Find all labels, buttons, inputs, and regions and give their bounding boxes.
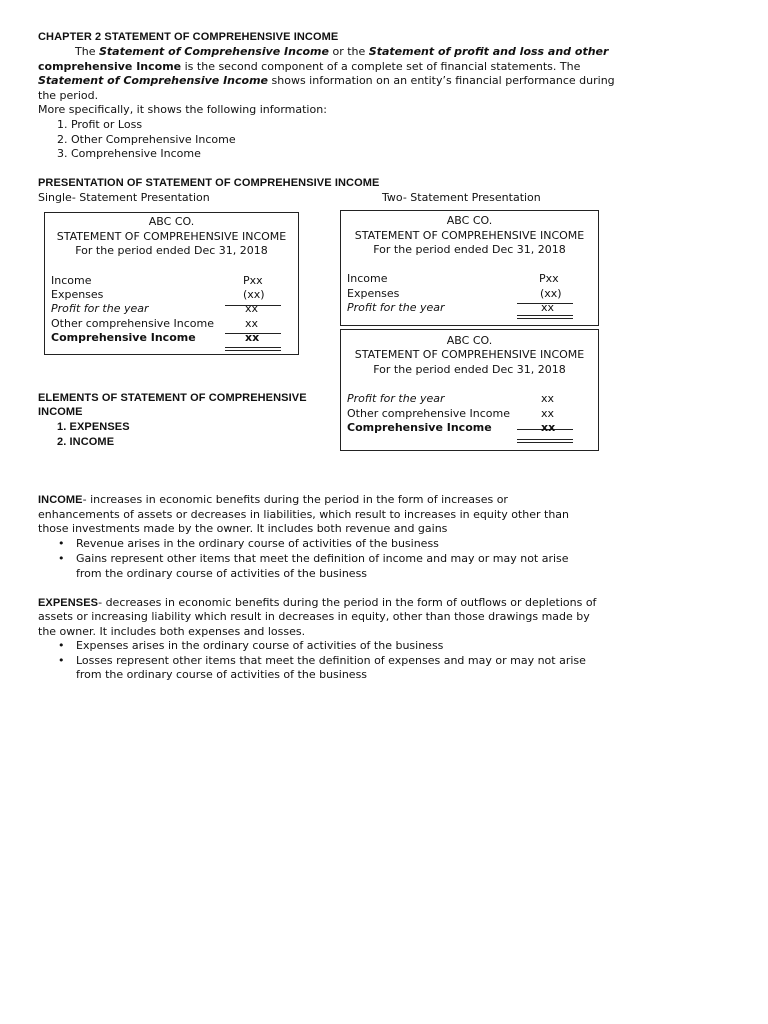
statement-period: For the period ended Dec 31, 2018 <box>373 243 566 256</box>
row-value-profit: xx <box>245 302 259 315</box>
row-label-profit: Profit for the year <box>51 302 149 315</box>
income-bullet: • Gains represent other items that meet the definition of income and may or may not arise <box>76 552 569 566</box>
row-label-comprehensive: Comprehensive Income <box>347 421 492 434</box>
double-rule-bottom <box>517 318 573 319</box>
row-value-comprehensive: xx <box>245 331 260 344</box>
row-value-profit: xx <box>541 392 555 405</box>
intro-text: The <box>75 45 99 58</box>
intro-text: is the second component of a complete set of financial statements. The <box>181 60 581 73</box>
intro-line-3 <box>38 74 615 88</box>
expenses-definition-line-1 <box>38 596 596 610</box>
intro-emphasis: comprehensive Income <box>38 60 182 73</box>
elements-heading-line-1: ELEMENTS OF STATEMENT OF COMPREHENSIVE <box>38 392 307 404</box>
income-bullet: • Revenue arises in the ordinary course of activities of the business <box>76 537 439 551</box>
expenses-bullet: • Losses represent other items that meet the definition of expenses and may or may not arise <box>76 654 586 668</box>
row-label-expenses: Expenses <box>347 287 400 300</box>
row-value-expenses: (xx) <box>540 287 562 300</box>
row-label-income: Income <box>347 272 388 285</box>
single-statement-label: Single- Statement Presentation <box>38 191 210 204</box>
double-rule-top <box>517 439 573 440</box>
statement-title: STATEMENT OF COMPREHENSIVE INCOME <box>354 229 585 242</box>
income-definition-line-3: those investments made by the owner. It includes both revenue and gains <box>38 522 448 535</box>
double-rule-top <box>225 347 281 348</box>
income-term: INCOME <box>38 494 83 506</box>
elements-item: 2. INCOME <box>57 436 115 448</box>
income-bullet-continuation: from the ordinary course of activities of the business <box>76 567 368 580</box>
intro-text: or the <box>328 45 369 58</box>
intro-text: shows information on an entity’s financial performance during <box>268 74 615 87</box>
row-label-oci: Other comprehensive Income <box>347 407 511 420</box>
elements-item: 1. EXPENSES <box>57 421 130 433</box>
income-text: - increases in economic benefits during the period in the form of increases or <box>82 493 508 506</box>
row-value-oci: xx <box>245 317 259 330</box>
statement-title: STATEMENT OF COMPREHENSIVE INCOME <box>56 230 287 243</box>
intro-line-1 <box>75 45 608 59</box>
expenses-text: - decreases in economic benefits during the period in the form of outflows or depletions of <box>98 596 597 609</box>
statement-title: STATEMENT OF COMPREHENSIVE INCOME <box>354 348 585 361</box>
company-name: ABC CO. <box>446 334 493 347</box>
two-statement-label: Two- Statement Presentation <box>382 191 541 204</box>
row-label-profit: Profit for the year <box>347 301 445 314</box>
statement-period: For the period ended Dec 31, 2018 <box>75 244 268 257</box>
statement-period: For the period ended Dec 31, 2018 <box>373 363 566 376</box>
row-label-expenses: Expenses <box>51 288 104 301</box>
row-value-profit: xx <box>541 301 555 314</box>
intro-emphasis: Statement of Comprehensive Income <box>38 74 269 87</box>
row-value-income: Pxx <box>539 272 559 285</box>
single-statement-box <box>44 212 299 355</box>
info-list-item: 2. Other Comprehensive Income <box>57 133 236 146</box>
double-rule-bottom <box>225 350 281 351</box>
expenses-definition-line-3: the owner. It includes both expenses and losses. <box>38 625 306 638</box>
info-list-item: 1. Profit or Loss <box>57 118 143 131</box>
two-statement-box-1 <box>340 210 599 326</box>
row-value-income: Pxx <box>243 274 263 287</box>
info-list-item: 3. Comprehensive Income <box>57 147 201 160</box>
intro-emphasis: Statement of Comprehensive Income <box>98 45 329 58</box>
presentation-heading: PRESENTATION OF STATEMENT OF COMPREHENSIVE INCOME <box>38 177 380 189</box>
row-label-comprehensive: Comprehensive Income <box>51 331 196 344</box>
expenses-bullet-continuation: from the ordinary course of activities of the business <box>76 668 368 681</box>
expenses-definition-line-2: assets or increasing liability which result in decreases in equity, other than those drawings made by <box>38 610 590 623</box>
two-statement-box-2 <box>340 329 599 451</box>
double-rule-top <box>517 315 573 316</box>
company-name: ABC CO. <box>446 214 493 227</box>
double-rule-bottom <box>517 442 573 443</box>
elements-heading-line-2: INCOME <box>38 406 83 418</box>
intro-line-5: More specifically, it shows the following information: <box>38 103 327 116</box>
row-value-comprehensive: xx <box>541 421 556 434</box>
chapter-title: CHAPTER 2 STATEMENT OF COMPREHENSIVE INCOME <box>38 31 339 43</box>
company-name: ABC CO. <box>148 215 195 228</box>
intro-emphasis: Statement of profit and loss and other <box>368 45 609 58</box>
expenses-term: EXPENSES <box>38 597 99 609</box>
row-value-oci: xx <box>541 407 555 420</box>
intro-line-2 <box>38 60 580 74</box>
expenses-bullet: • Expenses arises in the ordinary course of activities of the business <box>76 639 443 653</box>
row-label-oci: Other comprehensive Income <box>51 317 215 330</box>
income-definition-line-1 <box>38 493 508 507</box>
income-definition-line-2: enhancements of assets or decreases in liabilities, which result to increases in equity other than <box>38 508 570 521</box>
row-label-income: Income <box>51 274 92 287</box>
intro-line-4: the period. <box>38 89 99 102</box>
row-value-expenses: (xx) <box>243 288 265 301</box>
row-label-profit: Profit for the year <box>347 392 445 405</box>
